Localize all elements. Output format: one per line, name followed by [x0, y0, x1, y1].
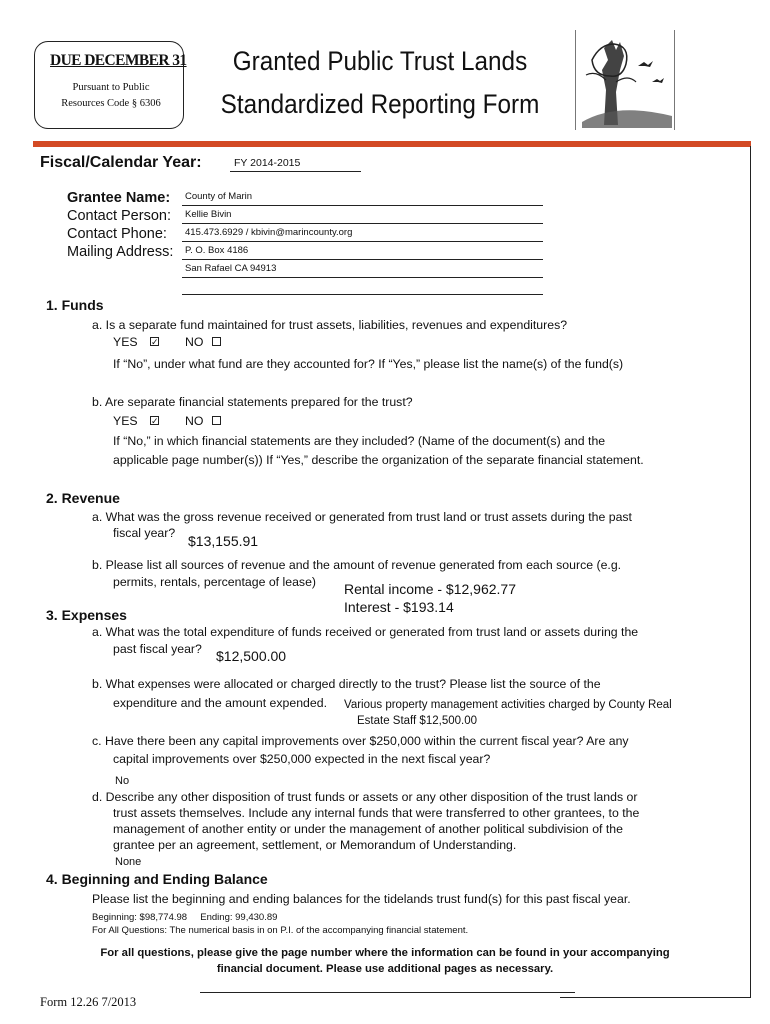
- footer-signature-line: [200, 992, 575, 993]
- expenses-a-answer[interactable]: $12,500.00: [216, 648, 287, 664]
- funds-a-no-checkbox[interactable]: [212, 337, 221, 346]
- contact-person-underline: [182, 223, 543, 224]
- revenue-question-b-2: permits, rentals, percentage of lease): [113, 575, 317, 589]
- check-mark-icon: ✓: [151, 416, 159, 426]
- expenses-question-d-4: grantee per an agreement, settlement, or Memorandum of Understanding.: [113, 838, 517, 852]
- funds-b-follow-up-1: If “No,” in which financial statements are they included? (Name of the document(s) and the: [113, 434, 606, 448]
- section-revenue-heading: 2. Revenue: [46, 490, 120, 506]
- expenses-question-a-1: a. What was the total expenditure of funds received or generated from trust land or assets during the: [92, 625, 639, 639]
- revenue-b-answer-2[interactable]: Interest - $193.14: [344, 599, 454, 615]
- funds-b-no-label: NO: [185, 414, 204, 428]
- funds-a-no-label: NO: [185, 335, 204, 349]
- expenses-b-answer-1[interactable]: Various property management activities charged by County Real: [344, 699, 672, 711]
- mailing-address-underline-1: [182, 259, 543, 260]
- fiscal-year-label: Fiscal/Calendar Year:: [40, 154, 202, 171]
- funds-a-yes-label: YES: [113, 335, 138, 349]
- expenses-question-d-2: trust assets themselves. Include any internal funds that were transferred to other grantees, to the: [113, 806, 640, 820]
- fiscal-year-underline: [230, 171, 361, 172]
- balance-answer-2[interactable]: For All Questions: The numerical basis in on P.I. of the accompanying financial statement.: [92, 925, 469, 936]
- tree-logo-icon: [576, 30, 674, 130]
- contact-phone-value[interactable]: 415.473.6929 / kbivin@marincounty.org: [185, 227, 353, 238]
- form-title-line-2: Standardized Reporting Form: [220, 89, 540, 119]
- mailing-address-line-1[interactable]: P. O. Box 4186: [185, 245, 249, 256]
- revenue-b-answer-1[interactable]: Rental income - $12,962.77: [344, 581, 516, 597]
- contact-phone-label: Contact Phone:: [67, 226, 167, 242]
- pursuant-line-1: Pursuant to Public: [72, 82, 150, 93]
- page-border-bottom: [560, 997, 751, 998]
- funds-a-yes-checkbox[interactable]: [150, 337, 159, 346]
- contact-person-label: Contact Person:: [67, 208, 171, 224]
- section-funds-heading: 1. Funds: [46, 297, 104, 313]
- expenses-question-c-2: capital improvements over $250,000 expected in the next fiscal year?: [113, 752, 491, 766]
- footer-note-1: For all questions, please give the page number where the information can be found in your accompanying: [100, 947, 670, 959]
- expenses-question-a-2: past fiscal year?: [113, 642, 202, 656]
- mailing-address-line-2[interactable]: San Rafael CA 94913: [185, 263, 277, 274]
- form-number: Form 12.26 7/2013: [40, 995, 137, 1009]
- check-mark-icon: ✓: [151, 337, 159, 347]
- page-border-right: [750, 146, 751, 998]
- revenue-question-b-1: b. Please list all sources of revenue and the amount of revenue generated from each source (e.g.: [92, 558, 622, 572]
- contact-phone-underline: [182, 241, 543, 242]
- header-accent-rule: [33, 141, 751, 147]
- expenses-question-d-3: management of another entity or under the management of another political subdivision of the: [113, 822, 623, 836]
- footer-note-2: financial document. Please use additional pages as necessary.: [216, 963, 554, 975]
- revenue-question-a-1: a. What was the gross revenue received or generated from trust land or trust assets during the past: [92, 510, 632, 524]
- expenses-c-answer[interactable]: No: [115, 775, 130, 787]
- expenses-question-b-2: expenditure and the amount expended.: [113, 696, 327, 710]
- pursuant-line-2: Resources Code § 6306: [61, 98, 161, 109]
- funds-b-no-checkbox[interactable]: [212, 416, 221, 425]
- mailing-address-underline-2: [182, 277, 543, 278]
- revenue-a-answer[interactable]: $13,155.91: [188, 533, 259, 549]
- due-date-title: DUE DECEMBER 31: [50, 52, 187, 69]
- funds-b-follow-up-2: applicable page number(s)) If “Yes,” describe the organization of the separate financial statement.: [113, 453, 644, 467]
- balance-question: Please list the beginning and ending balances for the tidelands trust fund(s) for this past fiscal year.: [92, 892, 631, 906]
- form-title-line-1: Granted Public Trust Lands: [232, 46, 528, 76]
- fiscal-year-value[interactable]: FY 2014-2015: [234, 157, 301, 169]
- expenses-b-answer-2[interactable]: Estate Staff $12,500.00: [357, 715, 477, 727]
- grantee-name-underline: [182, 205, 543, 206]
- funds-b-yes-label: YES: [113, 414, 138, 428]
- funds-a-follow-up: If “No”, under what fund are they accounted for? If “Yes,” please list the name(s) of the fund(s): [113, 357, 624, 371]
- mailing-address-label: Mailing Address:: [67, 244, 174, 260]
- grantee-name-label: Grantee Name:: [67, 190, 171, 206]
- expenses-question-d-1: d. Describe any other disposition of trust funds or assets or any other disposition of the trust lands or: [92, 790, 638, 804]
- contact-person-value[interactable]: Kellie Bivin: [185, 209, 232, 220]
- funds-question-b: b. Are separate financial statements prepared for the trust?: [92, 395, 413, 409]
- expenses-question-b-1: b. What expenses were allocated or charged directly to the trust? Please list the source of the: [92, 677, 601, 691]
- balance-answer-1[interactable]: Beginning: $98,774.98 Ending: 99,430.89: [92, 912, 278, 923]
- funds-question-a: a. Is a separate fund maintained for trust assets, liabilities, revenues and expenditures?: [92, 318, 568, 332]
- grantee-name-value[interactable]: County of Marin: [185, 191, 253, 202]
- section-balance-heading: 4. Beginning and Ending Balance: [46, 871, 268, 887]
- mailing-address-underline-3: [182, 294, 543, 295]
- section-expenses-heading: 3. Expenses: [46, 607, 127, 623]
- funds-b-yes-checkbox[interactable]: [150, 416, 159, 425]
- tree-logo: [575, 30, 675, 130]
- expenses-question-c-1: c. Have there been any capital improvements over $250,000 within the current fiscal year? Are any: [92, 734, 629, 748]
- revenue-question-a-2: fiscal year?: [113, 526, 176, 540]
- expenses-d-answer[interactable]: None: [115, 856, 142, 868]
